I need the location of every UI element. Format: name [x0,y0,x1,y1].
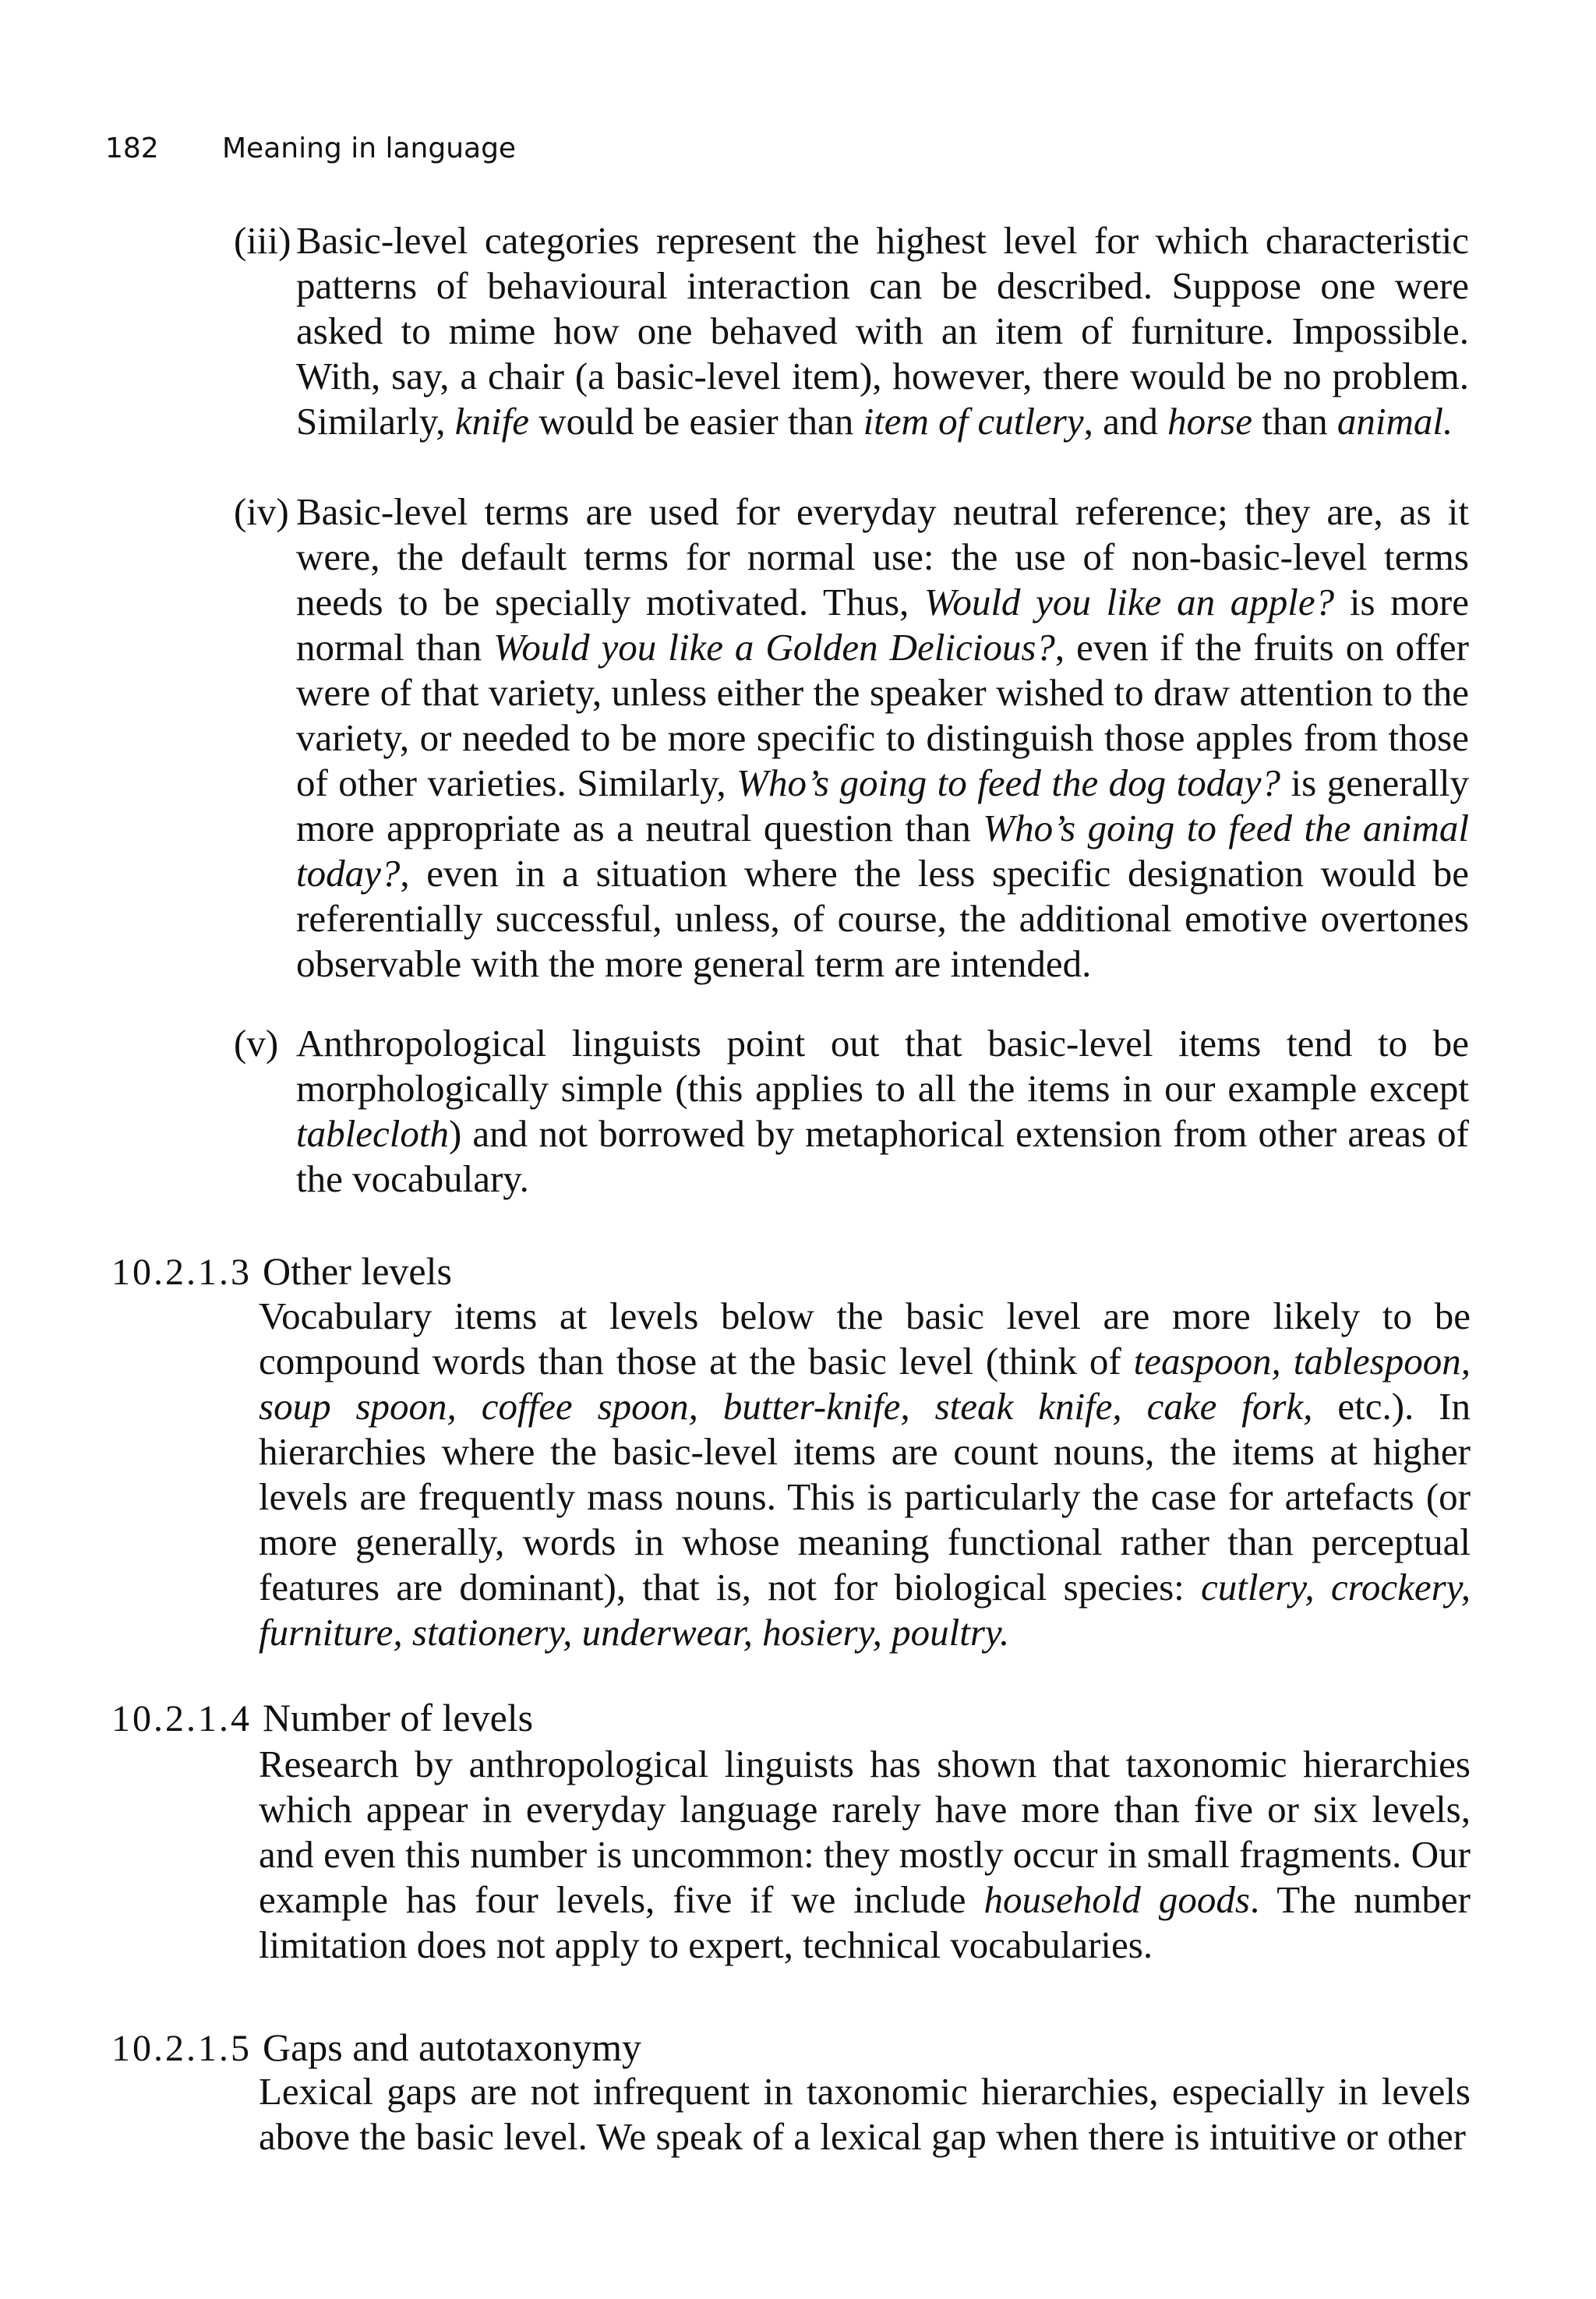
section-paragraph [259,1294,1471,1655]
list-item-text [296,1021,1469,1202]
italic-run: item of cutlery [863,400,1084,443]
list-item-label: (iii) [234,219,291,262]
italic-run: Would you like an apple? [924,581,1335,623]
italic-run: tablecloth [296,1112,449,1155]
section-title: Number of levels [263,1696,534,1739]
section-title: Gaps and autotaxonymy [263,2025,642,2069]
text-run: is generally more appropriate as a neutral question than [296,761,1469,849]
running-head [105,132,516,164]
page-number: 182 [105,132,159,164]
text-run: would be easier than [528,400,863,443]
list-item-iv [234,489,1469,987]
text-run: Vocabulary items at levels below the basic level are more likely to be compound words than those at the basic level (think of [259,1294,1471,1383]
italic-run: Who’s going to feed the dog today? [736,761,1281,804]
italic-run: animal. [1336,400,1453,443]
italic-run: household goods [983,1878,1250,1921]
section-heading [111,2025,641,2071]
section-heading [111,1248,452,1295]
text-run: Basic-level categories represent the highest level for which characteristic patterns of behavioural interaction can be described. Suppose one were asked to mime how one behaved with an item of furniture. Impossible. With, say, a chair (a basic-level item), however, there would be no problem. Similarly, [296,219,1469,443]
text-run: . The number limitation does not apply to expert, technical vocabularies. [259,1878,1471,1966]
section-number: 10.2.1.4 [111,1698,252,1739]
text-run: ) and not borrowed by metaphorical extension from other areas of the vocabulary. [296,1112,1469,1200]
list-item-v [234,1021,1469,1202]
section-number: 10.2.1.5 [111,2028,252,2069]
italic-run: cutlery, crockery, furniture, stationery, underwear, hosiery, poultry. [259,1566,1471,1654]
text-run: , even if the fruits on offer were of that variety, unless either the speaker wished to draw attention to the variety, or needed to be more specific to distinguish those apples from those of other varieties. Similarly, [296,626,1469,804]
text-run: Basic-level terms are used for everyday neutral reference; they are, as it were, the default terms for normal use: the use of non-basic-level terms needs to be specially motivated. Thus, [296,490,1469,623]
text-run: Lexical gaps are not infrequent in taxonomic hierarchies, especially in levels above the basic level. We speak of a lexical gap when there is intuitive or other [259,2070,1471,2158]
list-item-text [296,218,1469,444]
italic-run: Would you like a Golden Delicious? [493,626,1055,669]
paragraph-text [259,1742,1471,1968]
text-run: than [1252,400,1337,443]
list-item-label: (iv) [234,490,289,533]
running-title: Meaning in language [222,132,517,164]
section-heading [111,1695,533,1742]
paragraph-text [259,2069,1471,2160]
text-run: , and [1083,400,1168,443]
text-run: Anthropological linguists point out that basic-level items tend to be morphologically simple (this applies to all the items in our example except [296,1022,1469,1110]
section-number: 10.2.1.3 [111,1252,252,1293]
section-paragraph [259,1742,1471,1968]
text-run: etc.). In hierarchies where the basic-level items are count nouns, the items at higher levels are frequently mass nouns. This is particularly the case for artefacts (or more generally, words in whose meaning functional rather than perceptual features are dominant), that is, not for biological species: [259,1385,1471,1609]
section-title: Other levels [263,1249,452,1293]
paragraph-text [259,1294,1471,1655]
text-run: is more normal than [296,581,1469,669]
section-paragraph [259,2069,1471,2160]
list-item-label: (v) [234,1022,279,1065]
italic-run: teaspoon, tablespoon, soup spoon, coffee spoon, butter-knife, steak knife, cake fork, [259,1340,1471,1428]
italic-run: Who’s going to feed the animal today? [296,807,1469,895]
italic-run: knife [454,400,529,443]
list-item-iii [234,218,1469,444]
italic-run: horse [1167,400,1252,443]
list-item-text [296,489,1469,987]
text-run: Research by anthropological linguists has shown that taxonomic hierarchies which appear in everyday language rarely have more than five or six levels, and even this number is uncommon: they mostly occur in small fragments. Our example has four levels, five if we include [259,1743,1471,1921]
text-run: , even in a situation where the less specific designation would be referentially successful, unless, of course, the additional emotive overtones observable with the more general term are intended. [296,852,1469,985]
